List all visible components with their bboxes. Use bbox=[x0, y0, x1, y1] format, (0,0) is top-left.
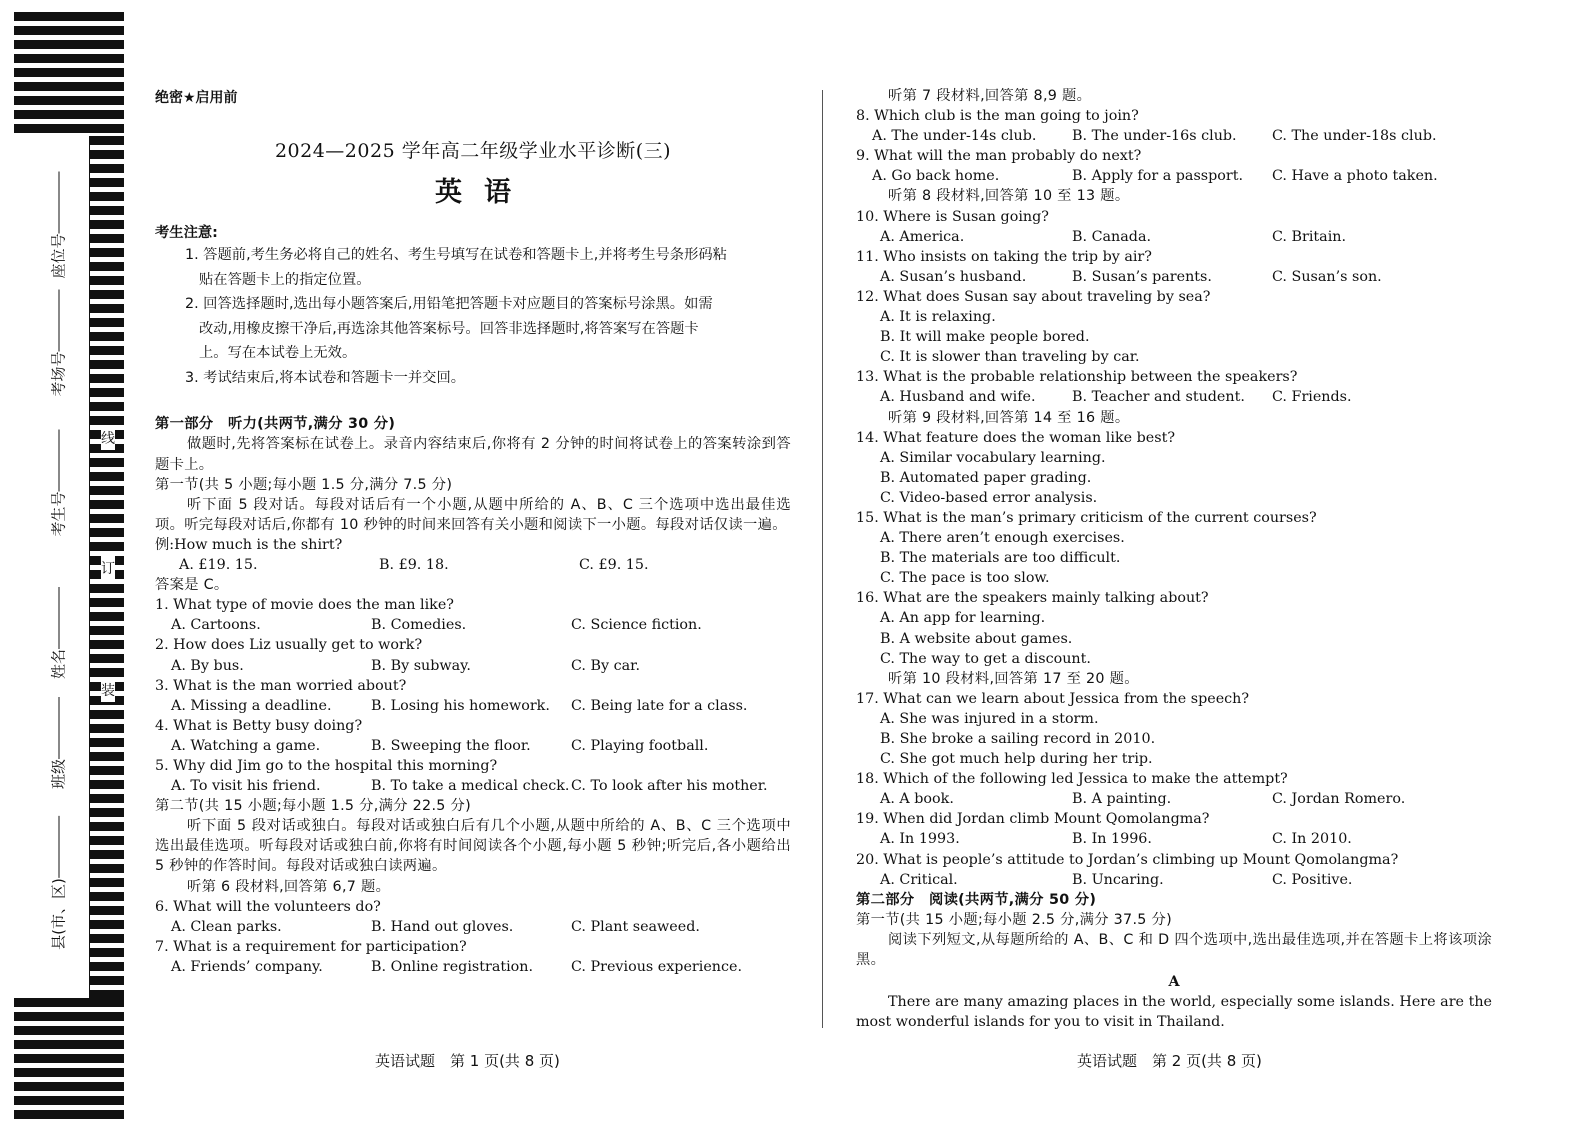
question-15 bbox=[856, 508, 1492, 588]
example-options bbox=[155, 555, 791, 575]
question-8 bbox=[856, 106, 1492, 146]
part1-title: 第一部分 听力(共两节,满分 30 分) bbox=[155, 416, 396, 433]
section1-intro: 听下面 5 段对话。每段对话后有一个小题,从题中所给的 A、B、C 三个选项中选出最佳选项。听完每段对话后,你都有 10 秒钟的时间来回答有关小题和阅读下一小题。每段对话仅读一遍。 bbox=[155, 496, 791, 533]
option-b: B. A painting. bbox=[1072, 791, 1172, 808]
passage-label: A bbox=[1168, 974, 1180, 991]
option-a: A. The under-14s club. bbox=[872, 128, 1037, 145]
option-b: B. Apply for a passport. bbox=[1072, 168, 1243, 185]
option-b: B. Canada. bbox=[1072, 228, 1152, 245]
option-b: B. The under-16s club. bbox=[1072, 128, 1237, 145]
option-b: B. Hand out gloves. bbox=[371, 918, 514, 935]
question-text: 4. What is Betty busy doing? bbox=[155, 717, 363, 734]
option-a: A. America. bbox=[880, 228, 965, 245]
part1-intro: 做题时,先将答案标在试卷上。录音内容结束后,你将有 2 分钟的时间将试卷上的答案转涂到答题卡上。 bbox=[155, 436, 791, 473]
example-question: 例:How much is the shirt? bbox=[155, 536, 343, 553]
question-7 bbox=[155, 937, 791, 977]
notice-item: 3. 考试结束后,将本试卷和答题卡一并交回。 bbox=[185, 369, 466, 386]
option-a: A. A book. bbox=[880, 791, 954, 808]
option-b: B. In 1996. bbox=[1072, 831, 1152, 848]
question-text: 1. What type of movie does the man like? bbox=[155, 597, 454, 614]
option-c: C. The pace is too slow. bbox=[880, 570, 1050, 587]
option-c: C. The way to get a discount. bbox=[880, 650, 1091, 667]
passage-text: There are many amazing places in the world, especially some islands. Here are the most wonderful islands for you to visit in Thailand. bbox=[856, 994, 1492, 1031]
material-8-label: 听第 8 段材料,回答第 10 至 13 题。 bbox=[888, 188, 1130, 205]
option-b: B. Online registration. bbox=[371, 958, 534, 975]
question-20 bbox=[856, 850, 1492, 890]
option-a: A. It is relaxing. bbox=[880, 309, 996, 326]
option-c: C. Science fiction. bbox=[571, 617, 702, 634]
option-b: B. To take a medical check. bbox=[371, 778, 570, 795]
material-7-label: 听第 7 段材料,回答第 8,9 题。 bbox=[888, 88, 1092, 104]
option-a: A. Similar vocabulary learning. bbox=[880, 449, 1106, 466]
question-text: 16. What are the speakers mainly talking about? bbox=[856, 590, 1209, 607]
binding-margin bbox=[0, 0, 130, 1138]
option-c: C. Plant seaweed. bbox=[571, 918, 700, 935]
question-text: 10. Where is Susan going? bbox=[856, 208, 1049, 225]
option-a: A. Critical. bbox=[880, 871, 958, 888]
notice-item-cont: 改动,用橡皮擦干净后,再选涂其他答案标号。回答非选择题时,将答案写在答题卡 bbox=[199, 320, 699, 337]
question-9 bbox=[856, 146, 1492, 186]
question-10 bbox=[856, 207, 1492, 247]
option-b: B. By subway. bbox=[371, 657, 471, 674]
option-c: C. Britain. bbox=[1272, 228, 1347, 245]
question-5 bbox=[155, 756, 791, 796]
question-11 bbox=[856, 247, 1492, 287]
option-b: B. She broke a sailing record in 2010. bbox=[880, 731, 1156, 747]
question-14 bbox=[856, 428, 1492, 508]
notice-item: 1. 答题前,考生务必将自己的姓名、考生号填写在试卷和答题卡上,并将考生号条形码粘 bbox=[185, 247, 727, 264]
question-text: 14. What feature does the woman like best? bbox=[856, 429, 1175, 446]
part2-intro: 阅读下列短文,从每题所给的 A、B、C 和 D 四个选项中,选出最佳选项,并在答题卡上将该项涂黑。 bbox=[856, 931, 1492, 969]
option-a: A. Cartoons. bbox=[171, 617, 261, 634]
option-c: C. Playing football. bbox=[571, 737, 709, 754]
part2-section1-title: 第一节(共 15 小题;每小题 2.5 分,满分 37.5 分) bbox=[856, 911, 1173, 928]
option-b: B. Losing his homework. bbox=[371, 697, 550, 714]
option-b: B. The materials are too difficult. bbox=[880, 550, 1121, 567]
material-9-label: 听第 9 段材料,回答第 14 至 16 题。 bbox=[888, 409, 1130, 426]
option-a: A. She was injured in a storm. bbox=[880, 710, 1099, 727]
barcode-stripes-bottom bbox=[14, 998, 124, 1124]
option-b: B. Susan’s parents. bbox=[1072, 268, 1212, 285]
question-text: 19. When did Jordan climb Mount Qomolangma? bbox=[856, 811, 1210, 828]
option-a: A. Go back home. bbox=[872, 168, 1000, 185]
option-b: B. Sweeping the floor. bbox=[371, 737, 531, 754]
notice-item-cont: 上。写在本试卷上无效。 bbox=[199, 345, 357, 362]
option-a: A. By bus. bbox=[171, 657, 244, 674]
option-c: C. Jordan Romero. bbox=[1272, 791, 1406, 808]
option-c: C. Have a photo taken. bbox=[1272, 168, 1438, 185]
barcode-stripes-top bbox=[14, 12, 124, 136]
question-12 bbox=[856, 287, 1492, 367]
option-a: A. In 1993. bbox=[880, 831, 960, 848]
candidate-number-field: 考生号 bbox=[48, 423, 69, 536]
question-text: 6. What will the volunteers do? bbox=[155, 898, 381, 915]
option-c: C. Previous experience. bbox=[571, 958, 743, 975]
page-2-column bbox=[856, 86, 1492, 1032]
example-answer: 答案是 C。 bbox=[155, 577, 229, 594]
option-c: C. To look after his mother. bbox=[571, 778, 768, 795]
option-b: B. Teacher and student. bbox=[1072, 389, 1245, 406]
option-a: A. Clean parks. bbox=[171, 918, 282, 935]
option-b: B. Uncaring. bbox=[1072, 871, 1164, 888]
confidential-mark: 绝密★启用前 bbox=[155, 90, 238, 106]
option: A. £19. 15. bbox=[179, 557, 258, 574]
question-text: 15. What is the man’s primary criticism of the current courses? bbox=[856, 509, 1317, 526]
question-17 bbox=[856, 689, 1492, 769]
option-b: B. It will make people bored. bbox=[880, 329, 1090, 346]
option-a: A. Watching a game. bbox=[171, 737, 321, 754]
part2-title: 第二部分 阅读(共两节,满分 50 分) bbox=[856, 891, 1097, 908]
option-a: A. Husband and wife. bbox=[880, 389, 1036, 406]
question-6 bbox=[155, 897, 791, 937]
page-1-footer: 英语试题 第 1 页(共 8 页) bbox=[375, 1052, 560, 1070]
option-a: A. Missing a deadline. bbox=[171, 697, 332, 714]
seat-number-field: 座位号 bbox=[48, 165, 69, 278]
exam-room-field: 考场号 bbox=[48, 283, 69, 396]
option-a: A. Friends’ company. bbox=[171, 958, 323, 975]
cut-mark-zhuang: 装 bbox=[101, 678, 115, 702]
section2-intro: 听下面 5 段对话或独白。每段对话或独白后有几个小题,从题中所给的 A、B、C 三个选项中选出最佳选项。听每段对话或独白前,你将有时间阅读各个小题,每小题 5 秒钟;听完后,各小题给出 5 秒钟的作答时间。每段对话或独白读两遍。 bbox=[155, 818, 791, 875]
question-text: 13. What is the probable relationship between the speakers? bbox=[856, 369, 1298, 386]
option-c: C. Friends. bbox=[1272, 389, 1352, 406]
material-6-label: 听第 6 段材料,回答第 6,7 题。 bbox=[187, 878, 391, 895]
question-text: 20. What is people’s attitude to Jordan’s climbing up Mount Qomolangma? bbox=[856, 851, 1399, 868]
notice-title: 考生注意: bbox=[155, 225, 218, 242]
option-a: A. An app for learning. bbox=[880, 610, 1046, 627]
notice-item-cont: 贴在答题卡上的指定位置。 bbox=[199, 271, 371, 288]
option-a: A. To visit his friend. bbox=[171, 778, 321, 795]
question-text: 12. What does Susan say about traveling by sea? bbox=[856, 288, 1211, 305]
question-19 bbox=[856, 809, 1492, 849]
exam-title: 2024—2025 学年高二年级学业水平诊断(三) bbox=[274, 140, 672, 163]
name-field: 姓名 bbox=[48, 581, 69, 679]
question-text: 18. Which of the following led Jessica to make the attempt? bbox=[856, 771, 1288, 788]
page-2-footer: 英语试题 第 2 页(共 8 页) bbox=[1077, 1052, 1262, 1070]
question-text: 17. What can we learn about Jessica from the speech? bbox=[856, 690, 1250, 707]
notice-list bbox=[155, 243, 791, 390]
question-2 bbox=[155, 635, 791, 675]
option-c: C. She got much help during her trip. bbox=[880, 751, 1153, 768]
class-field: 班级 bbox=[48, 691, 69, 789]
option-b: B. A website about games. bbox=[880, 630, 1073, 647]
option-b: B. Automated paper grading. bbox=[880, 469, 1092, 486]
option-c: C. By car. bbox=[571, 657, 640, 674]
cut-mark-ding: 订 bbox=[101, 556, 115, 580]
binding-line bbox=[89, 136, 90, 998]
option-c: C. Susan’s son. bbox=[1272, 268, 1382, 285]
option-c: C. In 2010. bbox=[1272, 831, 1352, 848]
option-c: C. Positive. bbox=[1272, 871, 1353, 888]
question-1 bbox=[155, 595, 791, 635]
option-b: B. Comedies. bbox=[371, 617, 467, 634]
question-text: 9. What will the man probably do next? bbox=[856, 148, 1142, 165]
option-c: C. It is slower than traveling by car. bbox=[880, 349, 1140, 366]
material-10-label: 听第 10 段材料,回答第 17 至 20 题。 bbox=[888, 670, 1139, 687]
question-18 bbox=[856, 769, 1492, 809]
section2-title: 第二节(共 15 小题;每小题 1.5 分,满分 22.5 分) bbox=[155, 798, 472, 815]
notice-item: 2. 回答选择题时,选出每小题答案后,用铅笔把答题卡对应题目的答案标号涂黑。如需 bbox=[185, 296, 713, 313]
option-c: C. Video-based error analysis. bbox=[880, 489, 1098, 506]
county-field: 县(市、区) bbox=[48, 810, 69, 950]
section1-title: 第一节(共 5 小题;每小题 1.5 分,满分 7.5 分) bbox=[155, 476, 453, 493]
question-text: 7. What is a requirement for participation? bbox=[155, 938, 467, 955]
subject-title: 英语 bbox=[435, 177, 533, 209]
question-text: 11. Who insists on taking the trip by air? bbox=[856, 248, 1152, 265]
page-1-column bbox=[155, 86, 791, 977]
question-text: 3. What is the man worried about? bbox=[155, 677, 407, 694]
option-a: A. There aren’t enough exercises. bbox=[880, 530, 1125, 547]
question-13 bbox=[856, 367, 1492, 407]
question-16 bbox=[856, 588, 1492, 668]
option-c: C. Being late for a class. bbox=[571, 697, 748, 714]
option: B. £9. 18. bbox=[379, 557, 449, 574]
cut-mark-xian: 线 bbox=[101, 426, 115, 450]
question-text: 5. Why did Jim go to the hospital this morning? bbox=[155, 757, 498, 774]
question-text: 2. How does Liz usually get to work? bbox=[155, 637, 423, 654]
question-3 bbox=[155, 676, 791, 716]
option-c: C. The under-18s club. bbox=[1272, 128, 1437, 145]
question-4 bbox=[155, 716, 791, 756]
question-text: 8. Which club is the man going to join? bbox=[856, 108, 1139, 125]
option: C. £9. 15. bbox=[579, 557, 649, 574]
option-a: A. Susan’s husband. bbox=[880, 268, 1027, 285]
page-divider bbox=[822, 90, 823, 1028]
